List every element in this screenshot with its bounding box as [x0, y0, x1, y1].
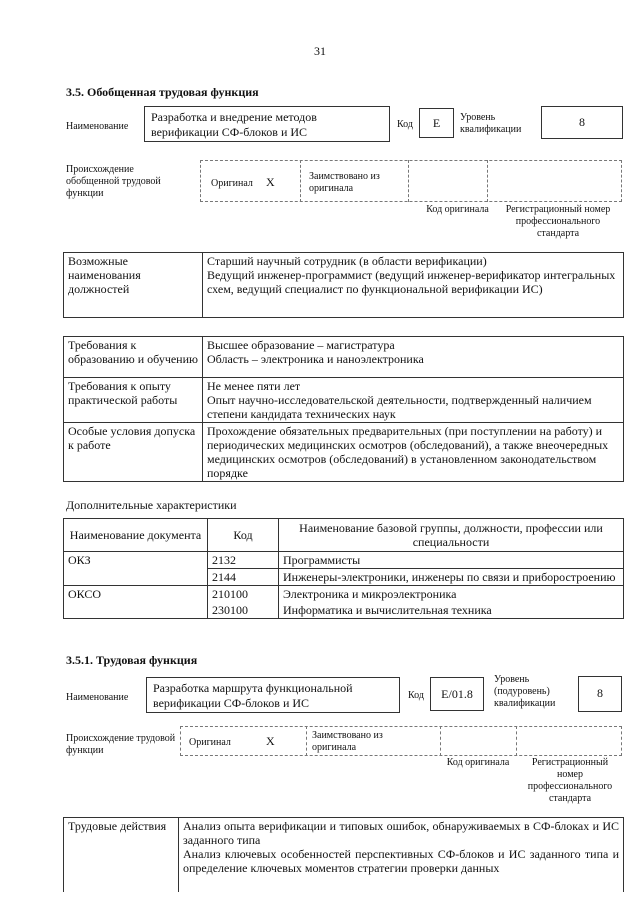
table-row — [64, 569, 624, 586]
table-row — [64, 586, 624, 603]
name-value: Разработка и внедрение методов верификации СФ-блоков и ИС — [151, 110, 317, 139]
requirement-line: Прохождение обязательных предварительных (при поступлении на работу) и периодических медицинских осмотров (обследований), а также внеочередных медицинских осмотров (обследований) в установленном законодательством порядке — [207, 424, 609, 480]
divider — [516, 726, 518, 756]
code-original-label: Код оригинала — [426, 204, 489, 215]
borrowed-label: Заимствовано из оригинала — [309, 171, 380, 194]
level-value-box — [541, 106, 623, 139]
positions-label: Возможные наименования должностей — [64, 253, 203, 318]
name-label: Наименование — [66, 692, 129, 703]
origin-frame — [200, 160, 622, 202]
doc-cell: ОКЗ — [64, 552, 208, 569]
origin-label: Происхождение трудовой функции — [66, 733, 176, 756]
name-value-box — [144, 106, 390, 142]
subsection-heading: 3.5.1. Трудовая функция — [66, 653, 198, 667]
name-cell: Инженеры-электроники, инженеры по связи и приборостроению — [279, 569, 624, 586]
code-label: Код — [408, 690, 424, 701]
name-cell: Информатика и вычислительная техника — [279, 602, 624, 619]
code-label: Код — [397, 119, 413, 130]
level-label: Уровень квалификации — [460, 112, 522, 135]
column-header: Наименование документа — [64, 519, 208, 552]
doc-cell — [64, 569, 208, 586]
original-mark: X — [266, 734, 275, 748]
position-line: Ведущий инженер-программист (ведущий инженер-верификатор интегральных схем, ведущий специалист по функциональной верификации ИС) — [207, 268, 616, 296]
name-value-box — [146, 677, 400, 713]
divider — [487, 160, 489, 202]
column-header: Наименование базовой группы, должности, профессии или специальности — [279, 519, 624, 552]
requirement-line: Область – электроника и наноэлектроника — [207, 352, 424, 366]
divider — [300, 160, 302, 202]
additional-table — [63, 518, 624, 619]
section-heading: 3.5. Обобщенная трудовая функция — [66, 85, 259, 99]
action-line: Анализ ключевых особенностей перспективных СФ-блоков и ИС заданного типа и определение ключевых моментов стратегии проверки данных — [183, 847, 619, 875]
level-value-box — [578, 676, 622, 712]
code-value-box — [419, 108, 454, 138]
page-number: 31 — [314, 44, 326, 58]
requirements-table — [63, 336, 624, 482]
name-cell: Электроника и микроэлектроника — [279, 586, 624, 603]
code-cell: 2132 — [208, 552, 279, 569]
original-label: Оригинал — [189, 737, 231, 748]
level-value: 8 — [579, 115, 585, 129]
table-row — [64, 602, 624, 619]
origin-label: Происхождение обобщенной трудовой функции — [66, 164, 161, 199]
code-cell: 210100 — [208, 586, 279, 603]
doc-cell — [64, 602, 208, 619]
code-cell: 2144 — [208, 569, 279, 586]
positions-table — [63, 252, 624, 318]
reg-number-label: Регистрационный номер профессионального стандарта — [527, 757, 613, 804]
level-value: 8 — [597, 686, 603, 700]
divider — [306, 726, 308, 756]
original-label: Оригинал — [211, 178, 253, 189]
requirement-line: Опыт научно-исследовательской деятельности, подтвержденный наличием степени кандидата технических наук — [207, 393, 592, 421]
action-line: Анализ опыта верификации и типовых ошибок, обнаруживаемых в СФ-блоках и ИС заданного типа — [183, 819, 619, 847]
borrowed-label: Заимствовано из оригинала — [312, 730, 383, 753]
requirement-line: Высшее образование – магистратура — [207, 338, 395, 352]
code-value: E/01.8 — [441, 687, 473, 701]
position-line: Старший научный сотрудник (в области верификации) — [207, 254, 487, 268]
additional-title: Дополнительные характеристики — [66, 498, 237, 512]
code-original-label: Код оригинала — [446, 757, 510, 768]
divider — [408, 160, 410, 202]
requirement-label: Особые условия допуска к работе — [64, 423, 203, 482]
requirement-label: Требования к опыту практической работы — [64, 378, 203, 423]
name-cell: Программисты — [279, 552, 624, 569]
actions-label: Трудовые действия — [64, 818, 179, 893]
code-value: E — [432, 116, 441, 130]
reg-number-label: Регистрационный номер профессионального стандарта — [505, 204, 611, 239]
requirement-line: Не менее пяти лет — [207, 379, 301, 393]
requirement-label: Требования к образованию и обучению — [64, 337, 203, 378]
doc-cell: ОКСО — [64, 586, 208, 603]
code-value-box — [430, 677, 484, 711]
actions-table — [63, 817, 624, 892]
table-row — [64, 552, 624, 569]
name-label: Наименование — [66, 121, 129, 132]
level-label: Уровень (подуровень) квалификации — [494, 674, 556, 709]
code-cell: 230100 — [208, 602, 279, 619]
column-header: Код — [208, 519, 279, 552]
original-mark: X — [266, 175, 275, 189]
name-value: Разработка маршрута функциональной верификации СФ-блоков и ИС — [153, 681, 353, 710]
divider — [440, 726, 442, 756]
